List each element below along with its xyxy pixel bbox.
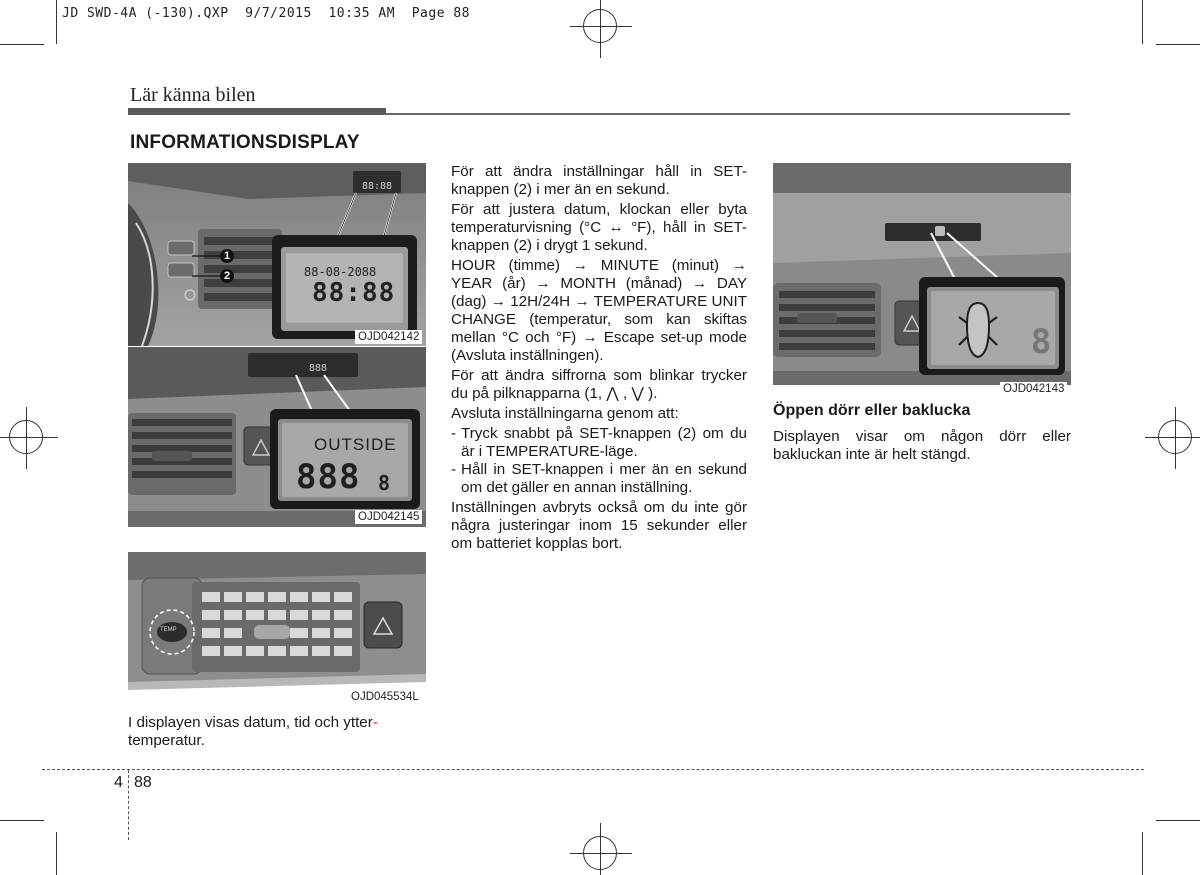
figure-code: OJD045534L — [348, 690, 422, 704]
crop-mark — [0, 820, 44, 821]
registration-mark — [583, 9, 617, 43]
crop-mark — [56, 832, 57, 875]
figure-caption — [128, 714, 426, 750]
paragraph: För att ändra inställningar håll in SET-knappen (2) i mer än en sekund. — [451, 163, 747, 198]
list-bullet: - — [451, 425, 457, 442]
chapter-bar — [128, 108, 386, 115]
temp-button-label: TEMP — [160, 627, 177, 633]
figure-temp-button — [128, 552, 426, 710]
display-temperature-unit: 8 — [378, 471, 391, 495]
caption-text: temperatur. — [128, 732, 205, 749]
crop-mark — [1156, 820, 1200, 821]
list-bullet: - — [451, 461, 457, 478]
registration-mark — [583, 836, 617, 870]
section-title: INFORMATIONSDISPLAY — [130, 132, 360, 153]
paragraph: För att justera datum, klockan eller byta temperaturvisning (°C ↔ °F), håll in SET-knappen (2) i drygt 1 sekund. — [451, 201, 747, 254]
svg-text:88:88: 88:88 — [361, 181, 393, 192]
paragraph: För att ändra siffrorna som blinkar trycker du på pilknapparna (1, ⋀ , ⋁ ). — [451, 367, 747, 402]
list-item-text: Tryck snabbt på SET-knappen (2) om du är i TEMPERATURE-läge. — [461, 425, 747, 460]
callout-1: 1 — [220, 249, 234, 263]
crop-mark — [1142, 832, 1143, 875]
display-temperature-value: 888 — [296, 457, 361, 497]
svg-text:8: 8 — [1030, 322, 1052, 362]
chapter-rule — [386, 113, 1070, 115]
subsection-heading: Öppen dörr eller baklucka — [773, 402, 971, 419]
figure-date-time-display — [128, 163, 426, 346]
display-time: 88:88 — [312, 278, 396, 308]
caption-text: I displayen visas datum, tid och ytter — [128, 714, 373, 731]
display-date: 88-08-2088 — [304, 265, 377, 279]
instructions-column — [451, 163, 747, 555]
crop-mark — [1142, 0, 1143, 44]
paragraph: Inställningen avbryts också om du inte gör några justeringar inom 15 sekunder eller om batteriet kopplas bort. — [451, 499, 747, 552]
footer-rule — [42, 769, 1144, 770]
dashboard-illustration — [128, 163, 426, 346]
list-item — [451, 425, 747, 461]
figure-door-open-display — [773, 163, 1071, 398]
registration-mark — [1158, 420, 1192, 454]
figure-code: OJD042143 — [1000, 382, 1067, 396]
crop-mark — [1156, 44, 1200, 45]
crop-mark — [56, 0, 57, 44]
list-item — [451, 461, 747, 497]
list-item-text: Håll in SET-knappen i mer än en sekund om det gäller en annan inställning. — [461, 461, 747, 496]
callout-2: 2 — [220, 269, 234, 283]
paragraph: Avsluta inställningarna genom att: — [451, 405, 679, 422]
chapter-title: Lär känna bilen — [130, 84, 256, 106]
page-number: 88 — [134, 774, 152, 791]
dashboard-illustration — [773, 163, 1071, 398]
paragraph: HOUR (timme) → MINUTE (minut) → YEAR (år) → MONTH (månad) → DAY (dag) → 12H/24H → TEMPERATURE UNIT CHANGE (temperatur, som kan skiftas mellan °C och °F) → Escape set-up mode (Avsluta inställningen). — [451, 257, 747, 364]
figure-code: OJD042145 — [355, 510, 422, 524]
display-label-outside: OUTSIDE — [314, 435, 397, 454]
chapter-number: 4 — [114, 774, 123, 791]
crop-mark — [0, 44, 44, 45]
caption-hyphen: - — [372, 714, 378, 731]
figure-outside-temperature-display — [128, 347, 426, 527]
figure-code: OJD042142 — [355, 330, 422, 344]
registration-mark — [9, 420, 43, 454]
footer-divider — [128, 770, 129, 840]
svg-text:888: 888 — [308, 363, 328, 374]
print-header: JD SWD-4A (-130).QXP 9/7/2015 10:35 AM Page 88 — [62, 6, 471, 21]
paragraph: Displayen visar om någon dörr eller bakluckan inte är helt stängd. — [773, 428, 1071, 463]
